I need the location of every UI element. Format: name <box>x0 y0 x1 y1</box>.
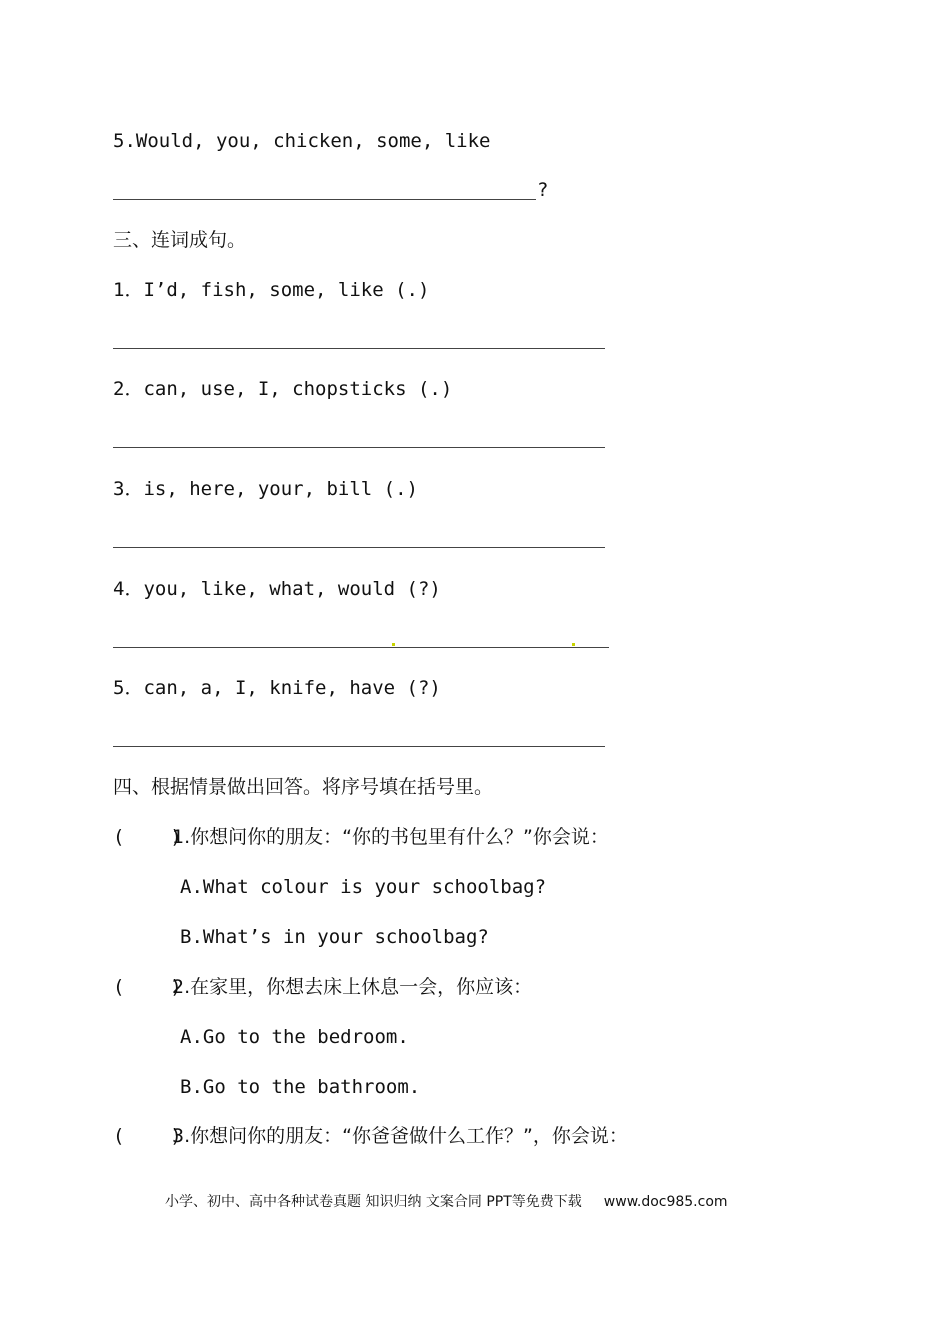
answer-line-s3-5[interactable] <box>113 746 605 747</box>
s4-question-2: 2.在家里，你想去床上休息一会，你应该： <box>172 976 533 998</box>
page-footer <box>165 1191 728 1211</box>
q5-question-mark: ? <box>537 179 549 201</box>
footer-url[interactable]: www.doc985.com <box>603 1194 728 1210</box>
s4-q1-option-a: A.What colour is your schoolbag? <box>180 876 547 898</box>
answer-bracket-q2[interactable]: ( ) <box>113 976 182 998</box>
s3-item-1: 1．I’d, fish, some, like (.) <box>113 279 430 301</box>
answer-bracket-q3[interactable]: ( ) <box>113 1125 182 1147</box>
s3-item-4: 4．you, like, what, would (?) <box>113 578 441 600</box>
answer-line-s3-2[interactable] <box>113 447 605 448</box>
answer-line-s3-1[interactable] <box>113 348 605 349</box>
s4-question-1: 1.你想问你的朋友：“你的书包里有什么？”你会说： <box>172 826 609 848</box>
s4-q2-option-b: B.Go to the bathroom. <box>180 1076 421 1098</box>
q5-unscramble-words: 5.Would, you, chicken, some, like <box>113 130 491 152</box>
answer-line-s3-3[interactable] <box>113 547 605 548</box>
answer-line-s3-4[interactable] <box>113 647 609 648</box>
s3-item-5: 5．can, a, I, knife, have (?) <box>113 677 441 699</box>
scan-artifact-dot <box>572 643 575 646</box>
s4-q2-option-a: A.Go to the bedroom. <box>180 1026 409 1048</box>
s4-question-3: 3.你想问你的朋友：“你爸爸做什么工作？”，你会说： <box>172 1125 628 1147</box>
s4-q1-option-b: B.What’s in your schoolbag? <box>180 926 489 948</box>
scan-artifact-dot <box>392 643 395 646</box>
section3-heading: 三、连词成句。 <box>113 229 247 251</box>
s3-item-2: 2．can, use, I, chopsticks (.) <box>113 378 453 400</box>
answer-bracket-q1[interactable]: ( ) <box>113 826 182 848</box>
s3-item-3: 3．is, here, your, bill (.) <box>113 478 418 500</box>
answer-line-q5[interactable] <box>113 199 536 200</box>
section4-heading: 四、根据情景做出回答。将序号填在括号里。 <box>113 776 494 798</box>
footer-text: 小学、初中、高中各种试卷真题 知识归纳 文案合同 PPT等免费下载 <box>165 1194 582 1210</box>
